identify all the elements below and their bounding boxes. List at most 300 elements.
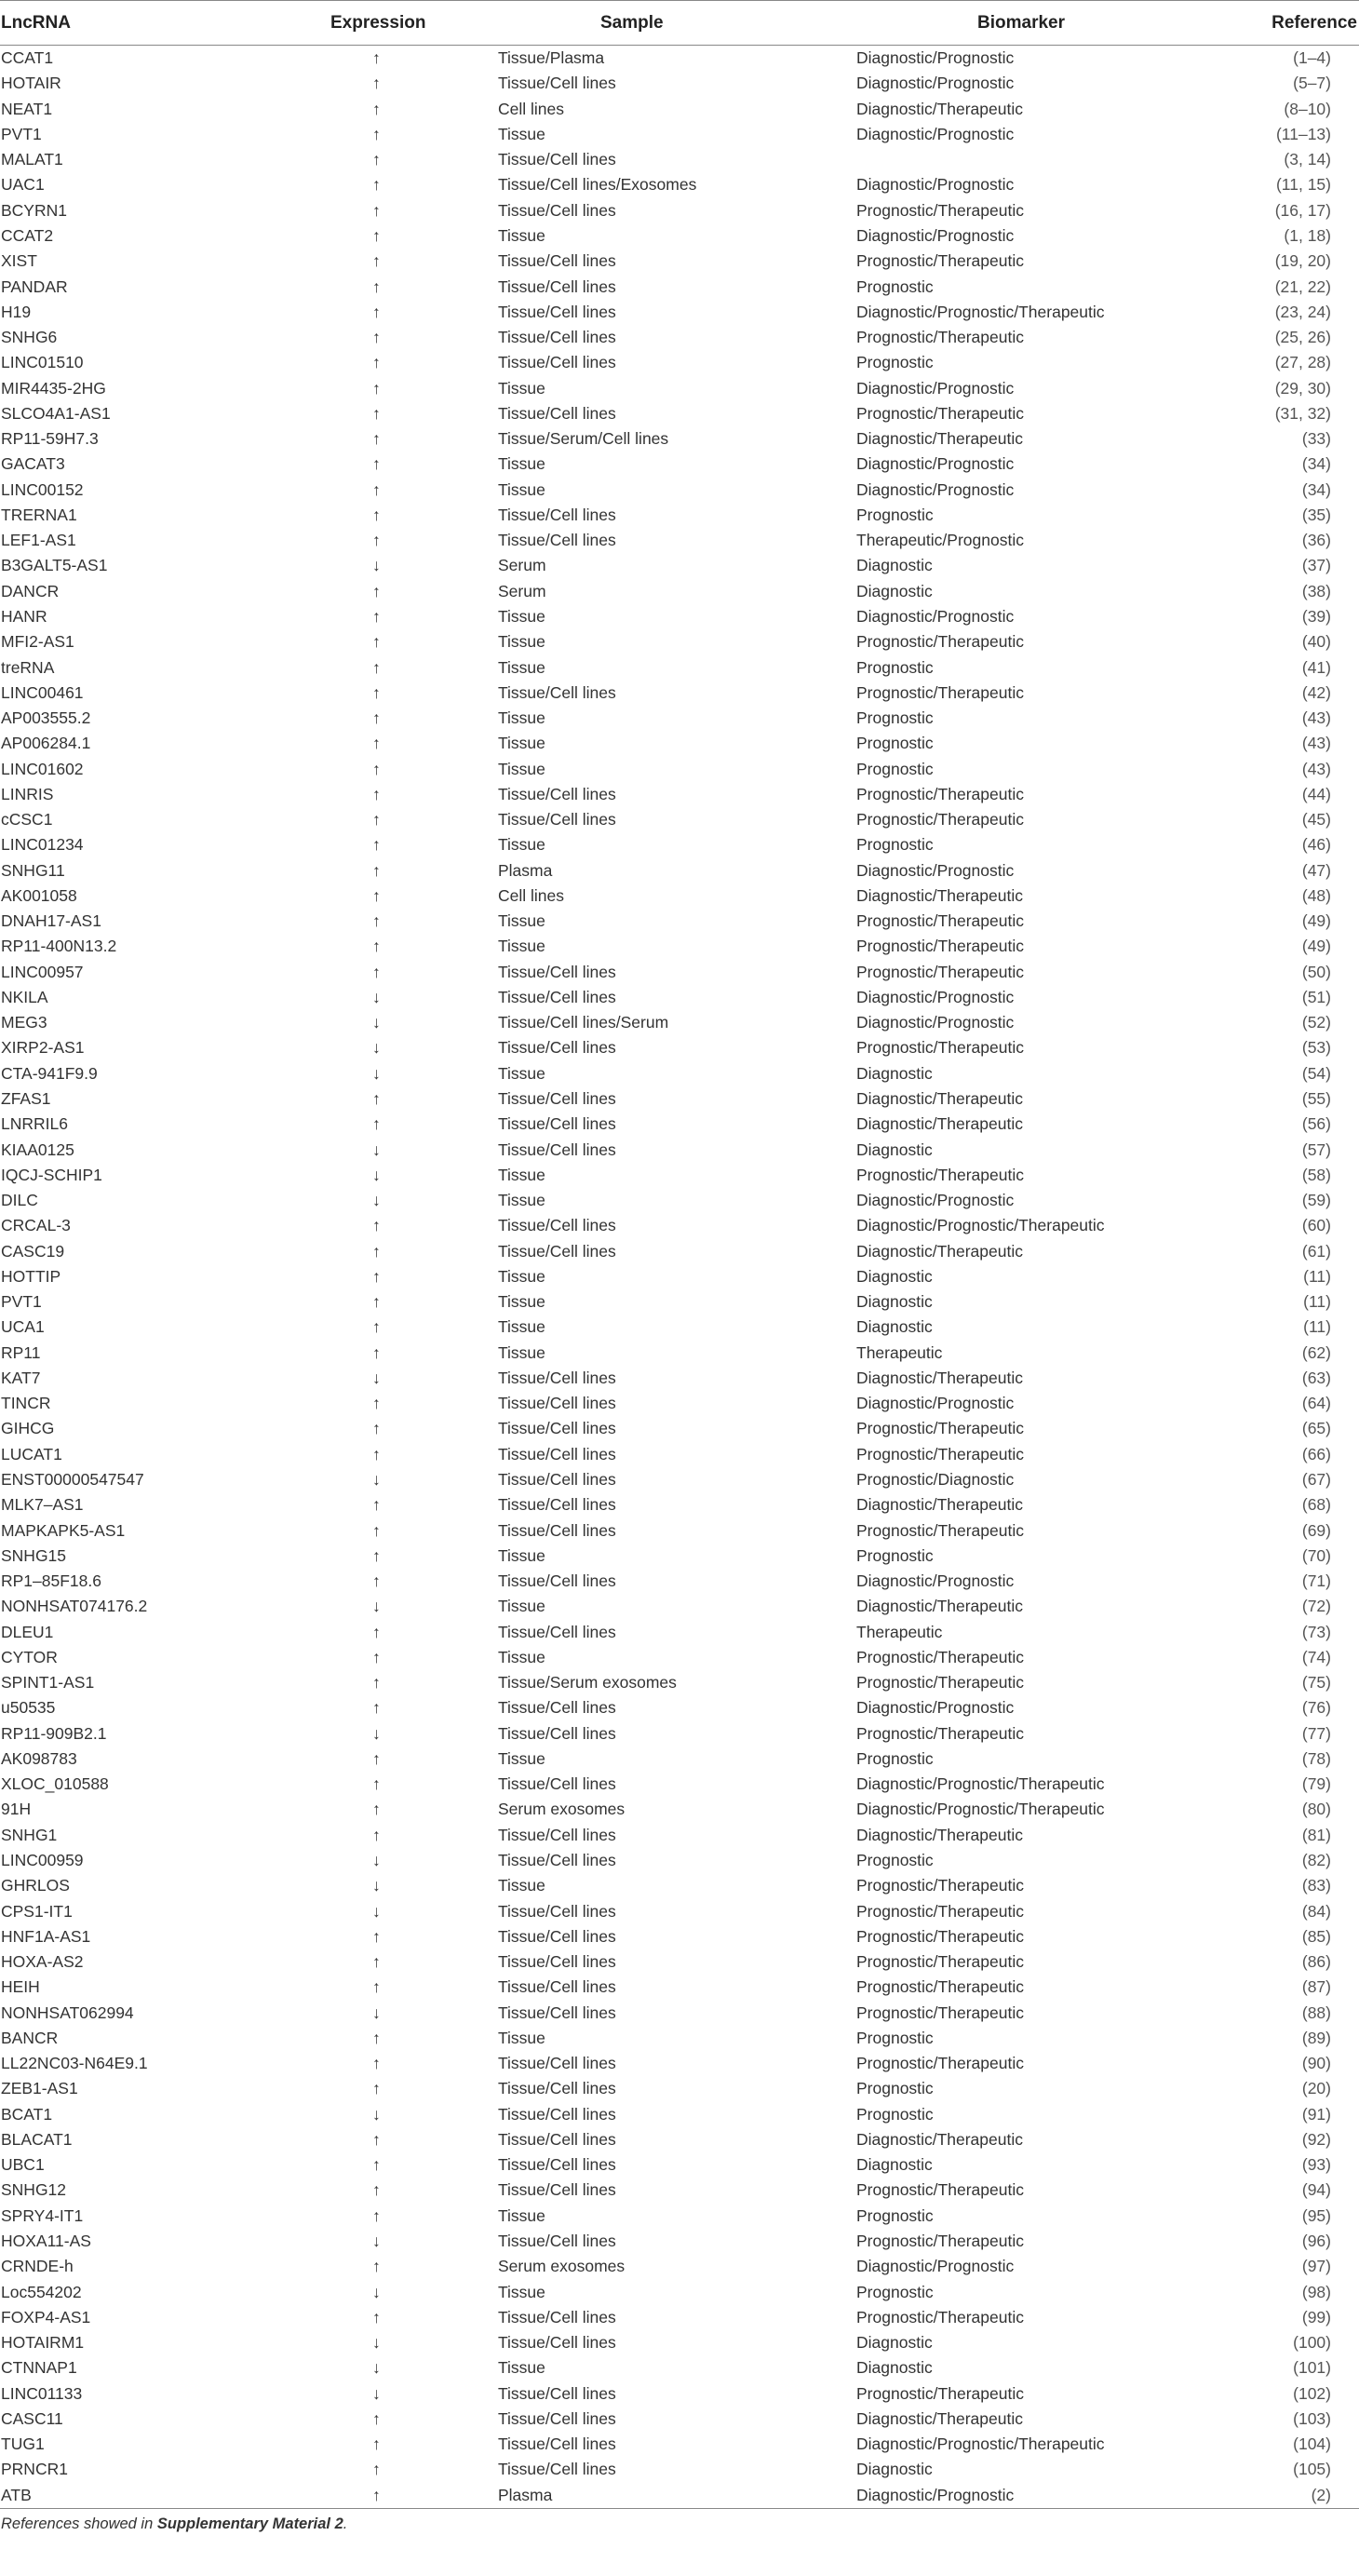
table-row bbox=[0, 1366, 1359, 1391]
cell-sample: Tissue/Cell lines bbox=[498, 1571, 616, 1591]
table-row bbox=[0, 2305, 1359, 2330]
cell-expression: ↑ bbox=[372, 1977, 381, 1997]
footnote-prefix: References showed in bbox=[1, 2515, 157, 2532]
cell-sample: Tissue bbox=[498, 911, 545, 931]
cell-reference: (47) bbox=[1301, 860, 1331, 880]
cell-biomarker: Diagnostic/Prognostic bbox=[856, 124, 1015, 143]
cell-lncrna: LL22NC03-N64E9.1 bbox=[1, 2054, 148, 2073]
cell-expression: ↑ bbox=[372, 429, 381, 449]
cell-reference: (39) bbox=[1301, 606, 1331, 626]
cell-biomarker: Prognostic/Therapeutic bbox=[856, 1647, 1024, 1666]
cell-expression: ↑ bbox=[372, 606, 381, 626]
cell-expression: ↑ bbox=[372, 1673, 381, 1693]
table-row bbox=[0, 604, 1359, 629]
cell-lncrna: ZFAS1 bbox=[1, 1089, 51, 1109]
table-row bbox=[0, 2127, 1359, 2152]
table-row bbox=[0, 1619, 1359, 1644]
table-header bbox=[0, 1, 1359, 46]
cell-biomarker: Prognostic/Therapeutic bbox=[856, 1165, 1024, 1184]
cell-sample: Tissue/Cell lines bbox=[498, 1774, 616, 1794]
cell-expression: ↑ bbox=[372, 682, 381, 702]
cell-biomarker: Prognostic/Therapeutic bbox=[856, 1977, 1024, 1997]
cell-sample: Tissue bbox=[498, 225, 545, 245]
cell-sample: Tissue/Cell lines bbox=[498, 784, 616, 803]
cell-reference: (35) bbox=[1301, 505, 1331, 524]
cell-biomarker: Prognostic bbox=[856, 734, 934, 753]
cell-expression: ↑ bbox=[372, 1317, 381, 1337]
cell-lncrna: GACAT3 bbox=[1, 454, 65, 474]
cell-lncrna: CRNDE-h bbox=[1, 2257, 74, 2276]
cell-reference: (34) bbox=[1301, 454, 1331, 474]
cell-lncrna: DLEU1 bbox=[1, 1622, 54, 1641]
cell-biomarker: Prognostic bbox=[856, 708, 934, 728]
cell-lncrna: FOXP4-AS1 bbox=[1, 2307, 91, 2326]
cell-biomarker: Diagnostic/Prognostic bbox=[856, 860, 1015, 880]
table-row bbox=[0, 1949, 1359, 1975]
cell-lncrna: TRERNA1 bbox=[1, 505, 77, 524]
cell-reference: (50) bbox=[1301, 962, 1331, 981]
table-body bbox=[0, 46, 1359, 2509]
cell-reference: (90) bbox=[1301, 2054, 1331, 2073]
cell-biomarker: Diagnostic/Prognostic/Therapeutic bbox=[856, 2434, 1105, 2454]
table-row bbox=[0, 1823, 1359, 1848]
cell-expression: ↓ bbox=[372, 1876, 381, 1895]
table-row bbox=[0, 1163, 1359, 1188]
table-row bbox=[0, 2076, 1359, 2101]
cell-reference: (80) bbox=[1301, 1800, 1331, 1819]
cell-biomarker: Diagnostic bbox=[856, 1140, 933, 1159]
table-row bbox=[0, 2051, 1359, 2076]
cell-biomarker: Prognostic bbox=[856, 1748, 934, 1768]
cell-biomarker: Therapeutic bbox=[856, 1622, 943, 1641]
cell-expression: ↑ bbox=[372, 1545, 381, 1565]
table-row bbox=[0, 1645, 1359, 1670]
table-row bbox=[0, 172, 1359, 197]
cell-biomarker: Prognostic/Therapeutic bbox=[856, 1952, 1024, 1972]
cell-sample: Tissue/Cell lines bbox=[498, 2408, 616, 2428]
cell-lncrna: PVT1 bbox=[1, 124, 42, 143]
table-row bbox=[0, 147, 1359, 172]
cell-biomarker: Prognostic/Therapeutic bbox=[856, 2383, 1024, 2403]
cell-lncrna: GHRLOS bbox=[1, 1876, 70, 1895]
cell-expression: ↑ bbox=[372, 734, 381, 753]
cell-sample: Tissue/Cell lines bbox=[498, 353, 616, 372]
cell-expression: ↑ bbox=[372, 835, 381, 855]
cell-reference: (83) bbox=[1301, 1876, 1331, 1895]
cell-sample: Tissue bbox=[498, 1292, 545, 1312]
cell-reference: (98) bbox=[1301, 2282, 1331, 2301]
cell-biomarker: Diagnostic/Therapeutic bbox=[856, 1495, 1023, 1515]
cell-lncrna: HANR bbox=[1, 606, 47, 626]
cell-expression: ↑ bbox=[372, 200, 381, 220]
cell-sample: Tissue/Cell lines bbox=[498, 1114, 616, 1134]
cell-reference: (58) bbox=[1301, 1165, 1331, 1184]
cell-reference: (2) bbox=[1215, 2483, 1359, 2509]
table-row bbox=[0, 325, 1359, 350]
cell-sample: Tissue bbox=[498, 124, 545, 143]
cell-biomarker: Prognostic bbox=[856, 353, 934, 372]
cell-expression: ↓ bbox=[372, 1191, 381, 1210]
cell-expression: ↓ bbox=[372, 1368, 381, 1387]
cell-biomarker: Prognostic/Therapeutic bbox=[856, 682, 1024, 702]
cell-reference: (54) bbox=[1301, 1063, 1331, 1083]
table-row bbox=[0, 46, 1359, 72]
cell-sample: Serum exosomes bbox=[498, 1800, 626, 1819]
cell-lncrna: UBC1 bbox=[1, 2155, 45, 2175]
table-row bbox=[0, 756, 1359, 781]
cell-biomarker: Prognostic/Therapeutic bbox=[856, 2054, 1024, 2073]
cell-expression: ↑ bbox=[372, 403, 381, 423]
cell-sample: Tissue bbox=[498, 1748, 545, 1768]
cell-biomarker: Prognostic bbox=[856, 276, 934, 296]
table-row bbox=[0, 1264, 1359, 1289]
cell-lncrna: RP1–85F18.6 bbox=[1, 1571, 101, 1591]
cell-lncrna: LEF1-AS1 bbox=[1, 531, 76, 550]
cell-lncrna: u50535 bbox=[1, 1698, 56, 1718]
cell-sample: Tissue/Cell lines bbox=[498, 1622, 616, 1641]
cell-biomarker: Prognostic/Therapeutic bbox=[856, 911, 1024, 931]
cell-expression: ↑ bbox=[372, 657, 381, 677]
cell-expression: ↑ bbox=[372, 1698, 381, 1718]
cell-biomarker: Prognostic/Therapeutic bbox=[856, 962, 1024, 981]
cell-sample: Tissue bbox=[498, 1876, 545, 1895]
cell-expression: ↑ bbox=[372, 2028, 381, 2047]
cell-biomarker: Diagnostic/Prognostic/Therapeutic bbox=[856, 1774, 1105, 1794]
cell-lncrna: GIHCG bbox=[1, 1419, 55, 1438]
cell-lncrna: HOXA-AS2 bbox=[1, 1952, 84, 1972]
cell-biomarker: Prognostic/Therapeutic bbox=[856, 2180, 1024, 2200]
cell-lncrna: SNHG12 bbox=[1, 2180, 67, 2200]
cell-lncrna: H19 bbox=[1, 302, 32, 321]
cell-reference: (87) bbox=[1301, 1977, 1331, 1997]
cell-sample: Tissue/Cell lines bbox=[498, 2434, 616, 2454]
cell-lncrna: SNHG1 bbox=[1, 1825, 58, 1844]
table-row bbox=[0, 1238, 1359, 1263]
cell-biomarker: Therapeutic bbox=[856, 1342, 943, 1362]
cell-expression: ↑ bbox=[372, 2054, 381, 2073]
cell-lncrna: RP11-59H7.3 bbox=[1, 429, 99, 449]
cell-sample: Tissue/Cell lines bbox=[498, 403, 616, 423]
cell-biomarker: Prognostic/Diagnostic bbox=[856, 1470, 1015, 1489]
cell-biomarker: Diagnostic/Prognostic bbox=[856, 479, 1015, 499]
cell-expression: ↓ bbox=[372, 2231, 381, 2250]
cell-sample: Tissue/Cell lines bbox=[498, 2155, 616, 2175]
cell-lncrna: ATB bbox=[0, 2483, 284, 2509]
cell-lncrna: CCAT1 bbox=[1, 48, 54, 68]
table-row bbox=[0, 2407, 1359, 2432]
cell-reference: (64) bbox=[1301, 1394, 1331, 1413]
cell-biomarker: Diagnostic/Prognostic/Therapeutic bbox=[856, 1800, 1105, 1819]
cell-biomarker: Diagnostic bbox=[856, 2460, 933, 2479]
cell-lncrna: MAPKAPK5-AS1 bbox=[1, 1520, 126, 1540]
cell-expression: ↑ bbox=[372, 328, 381, 347]
cell-lncrna: LINC01234 bbox=[1, 835, 84, 855]
cell-sample: Cell lines bbox=[498, 99, 564, 118]
cell-lncrna: ENST00000547547 bbox=[1, 1470, 144, 1489]
cell-sample: Tissue bbox=[498, 454, 545, 474]
cell-biomarker: Prognostic/Therapeutic bbox=[856, 937, 1024, 956]
cell-sample: Tissue bbox=[498, 2358, 545, 2378]
cell-expression: ↑ bbox=[372, 2307, 381, 2326]
table-row bbox=[0, 2254, 1359, 2279]
cell-sample: Tissue/Cell lines bbox=[498, 1419, 616, 1438]
cell-reference: (93) bbox=[1301, 2155, 1331, 2175]
cell-lncrna: DANCR bbox=[1, 581, 60, 600]
cell-expression: ↑ bbox=[372, 2129, 381, 2149]
cell-expression: ↑ bbox=[372, 885, 381, 905]
table-row bbox=[0, 1517, 1359, 1543]
cell-expression: ↑ bbox=[372, 1342, 381, 1362]
cell-reference: (37) bbox=[1301, 556, 1331, 575]
cell-reference: (71) bbox=[1301, 1571, 1331, 1591]
table-row bbox=[0, 1569, 1359, 1594]
table-row bbox=[0, 1035, 1359, 1060]
cell-expression: ↑ bbox=[372, 784, 381, 803]
cell-sample: Tissue/Cell lines bbox=[498, 2104, 616, 2124]
cell-sample: Tissue/Cell lines bbox=[498, 251, 616, 271]
cell-sample: Tissue/Cell lines bbox=[498, 2383, 616, 2403]
cell-expression: ↑ bbox=[372, 124, 381, 143]
cell-expression: ↓ bbox=[372, 2333, 381, 2353]
cell-sample: Cell lines bbox=[498, 885, 564, 905]
cell-expression: ↓ bbox=[372, 1723, 381, 1743]
cell-lncrna: BANCR bbox=[1, 2028, 59, 2047]
table-row bbox=[0, 2102, 1359, 2127]
table-row bbox=[0, 782, 1359, 807]
cell-expression: ↓ bbox=[372, 1013, 381, 1032]
cell-sample: Tissue bbox=[498, 937, 545, 956]
table-row bbox=[0, 681, 1359, 706]
cell-reference: (88) bbox=[1301, 2003, 1331, 2022]
cell-expression: ↑ bbox=[372, 759, 381, 778]
cell-biomarker: Diagnostic bbox=[856, 556, 933, 575]
cell-reference: (11) bbox=[1303, 1292, 1331, 1312]
cell-reference: (89) bbox=[1301, 2028, 1331, 2047]
cell-sample: Tissue/Cell lines bbox=[498, 1470, 616, 1489]
cell-reference: (3, 14) bbox=[1284, 150, 1331, 169]
cell-reference: (43) bbox=[1301, 759, 1331, 778]
cell-sample: Tissue bbox=[498, 708, 545, 728]
cell-expression: ↑ bbox=[372, 2079, 381, 2098]
header-biomarker: Biomarker bbox=[856, 1, 1215, 46]
cell-sample: Tissue/Cell lines bbox=[498, 1825, 616, 1844]
cell-sample: Tissue/Cell lines bbox=[498, 1089, 616, 1109]
cell-reference: (1–4) bbox=[1293, 48, 1331, 68]
cell-biomarker: Diagnostic/Prognostic bbox=[856, 1394, 1015, 1413]
cell-biomarker: Diagnostic/Prognostic bbox=[856, 225, 1015, 245]
cell-sample: Tissue/Cell lines bbox=[498, 987, 616, 1006]
cell-biomarker: Prognostic bbox=[856, 657, 934, 677]
cell-expression: ↓ bbox=[372, 1165, 381, 1184]
table-row bbox=[0, 223, 1359, 249]
cell-expression: ↓ bbox=[372, 2003, 381, 2022]
cell-biomarker: Prognostic bbox=[856, 505, 934, 524]
table-row bbox=[0, 1188, 1359, 1213]
table-row bbox=[0, 1848, 1359, 1873]
cell-biomarker: Prognostic/Therapeutic bbox=[856, 784, 1024, 803]
cell-reference: (99) bbox=[1301, 2307, 1331, 2326]
table-row bbox=[0, 731, 1359, 756]
cell-lncrna: NONHSAT062994 bbox=[1, 2003, 134, 2022]
cell-lncrna: HOXA11-AS bbox=[1, 2231, 91, 2250]
cell-biomarker: Prognostic bbox=[856, 2282, 934, 2301]
table-row bbox=[0, 1873, 1359, 1898]
cell-sample: Tissue/Cell lines bbox=[498, 505, 616, 524]
cell-biomarker: Diagnostic bbox=[856, 1317, 933, 1337]
cell-lncrna: PRNCR1 bbox=[1, 2460, 68, 2479]
cell-reference: (69) bbox=[1301, 1520, 1331, 1540]
cell-biomarker bbox=[856, 147, 1215, 172]
cell-sample: Tissue/Cell lines bbox=[498, 531, 616, 550]
cell-sample: Tissue/Cell lines bbox=[498, 1926, 616, 1946]
cell-lncrna: BCAT1 bbox=[1, 2104, 53, 2124]
cell-lncrna: BLACAT1 bbox=[1, 2129, 73, 2149]
cell-sample: Tissue bbox=[498, 734, 545, 753]
cell-expression: ↑ bbox=[372, 251, 381, 271]
table-row bbox=[0, 2432, 1359, 2457]
cell-lncrna: SPRY4-IT1 bbox=[1, 2205, 84, 2225]
cell-sample: Tissue/Cell lines bbox=[498, 1241, 616, 1261]
table-row bbox=[0, 1898, 1359, 1923]
cell-biomarker: Prognostic/Therapeutic bbox=[856, 1723, 1024, 1743]
cell-lncrna: IQCJ-SCHIP1 bbox=[1, 1165, 102, 1184]
cell-sample: Tissue/Cell lines bbox=[498, 2307, 616, 2326]
cell-lncrna: NKILA bbox=[1, 987, 48, 1006]
cell-lncrna: LINC00957 bbox=[1, 962, 84, 981]
cell-sample: Tissue bbox=[498, 2282, 545, 2301]
cell-sample: Tissue/Cell lines bbox=[498, 2129, 616, 2149]
table-row bbox=[0, 1137, 1359, 1162]
cell-expression: ↓ bbox=[372, 1901, 381, 1921]
table-row bbox=[0, 528, 1359, 553]
cell-lncrna: XLOC_010588 bbox=[1, 1774, 109, 1794]
cell-reference: (48) bbox=[1301, 885, 1331, 905]
cell-biomarker: Prognostic bbox=[856, 2104, 934, 2124]
cell-biomarker: Diagnostic/Prognostic bbox=[856, 378, 1015, 398]
cell-lncrna: treRNA bbox=[1, 657, 55, 677]
cell-reference: (65) bbox=[1301, 1419, 1331, 1438]
cell-sample: Tissue/Cell lines bbox=[498, 1216, 616, 1235]
cell-sample: Tissue bbox=[498, 1597, 545, 1616]
cell-expression: ↑ bbox=[372, 937, 381, 956]
cell-lncrna: RP11 bbox=[1, 1342, 41, 1362]
cell-biomarker: Prognostic/Therapeutic bbox=[856, 632, 1024, 652]
cell-expression: ↓ bbox=[372, 1063, 381, 1083]
cell-biomarker: Prognostic/Therapeutic bbox=[856, 1926, 1024, 1946]
cell-lncrna: HOTAIRM1 bbox=[1, 2333, 85, 2353]
cell-expression: ↑ bbox=[372, 225, 381, 245]
cell-reference: (45) bbox=[1301, 810, 1331, 829]
cell-reference: (33) bbox=[1301, 429, 1331, 449]
table-row bbox=[0, 579, 1359, 604]
table-row bbox=[0, 1721, 1359, 1747]
cell-reference: (101) bbox=[1293, 2358, 1331, 2378]
cell-lncrna: LUCAT1 bbox=[1, 1444, 62, 1463]
cell-sample: Tissue bbox=[498, 1317, 545, 1337]
cell-reference: (96) bbox=[1301, 2231, 1331, 2250]
cell-biomarker: Diagnostic/Therapeutic bbox=[856, 1368, 1023, 1387]
cell-expression: ↑ bbox=[372, 1647, 381, 1666]
cell-lncrna: CTA-941F9.9 bbox=[1, 1063, 98, 1083]
cell-sample: Tissue/Cell lines bbox=[498, 1698, 616, 1718]
table-row bbox=[0, 375, 1359, 400]
cell-biomarker: Prognostic bbox=[856, 2028, 934, 2047]
cell-sample: Tissue/Cell lines bbox=[498, 1495, 616, 1515]
cell-sample: Tissue bbox=[498, 1063, 545, 1083]
table-row bbox=[0, 2000, 1359, 2025]
cell-reference: (46) bbox=[1301, 835, 1331, 855]
cell-biomarker: Prognostic bbox=[856, 2079, 934, 2098]
cell-reference: (95) bbox=[1301, 2205, 1331, 2225]
cell-expression: ↑ bbox=[372, 1926, 381, 1946]
cell-sample: Tissue/Cell lines bbox=[498, 200, 616, 220]
cell-expression: ↑ bbox=[372, 581, 381, 600]
cell-biomarker: Prognostic bbox=[856, 1850, 934, 1869]
cell-expression: ↓ bbox=[372, 2358, 381, 2378]
table-row bbox=[0, 2279, 1359, 2304]
cell-sample: Tissue bbox=[498, 378, 545, 398]
cell-expression: ↑ bbox=[372, 2460, 381, 2479]
cell-lncrna: TINCR bbox=[1, 1394, 51, 1413]
cell-biomarker: Prognostic/Therapeutic bbox=[856, 810, 1024, 829]
cell-expression: ↑ bbox=[372, 99, 381, 118]
table-row bbox=[0, 654, 1359, 680]
cell-lncrna: MLK7–AS1 bbox=[1, 1495, 84, 1515]
cell-sample: Tissue/Cell lines bbox=[498, 2003, 616, 2022]
cell-expression: ↑ bbox=[372, 531, 381, 550]
cell-sample: Tissue bbox=[498, 2028, 545, 2047]
cell-biomarker: Diagnostic/Therapeutic bbox=[856, 2408, 1023, 2428]
cell-expression: ↑ bbox=[372, 1419, 381, 1438]
cell-sample: Tissue/Cell lines bbox=[498, 810, 616, 829]
cell-sample: Tissue/Cell lines/Exosomes bbox=[498, 175, 697, 195]
cell-lncrna: AK098783 bbox=[1, 1748, 77, 1768]
cell-expression: ↑ bbox=[372, 962, 381, 981]
table-row bbox=[0, 1797, 1359, 1822]
cell-expression: ↑ bbox=[372, 1748, 381, 1768]
cell-lncrna: MFI2-AS1 bbox=[1, 632, 74, 652]
cell-lncrna: cCSC1 bbox=[1, 810, 53, 829]
cell-biomarker: Diagnostic/Therapeutic bbox=[856, 99, 1023, 118]
cell-sample: Tissue bbox=[498, 835, 545, 855]
cell-reference: (21, 22) bbox=[1274, 276, 1331, 296]
cell-sample: Tissue/Cell lines bbox=[498, 302, 616, 321]
table-row bbox=[0, 2355, 1359, 2380]
cell-lncrna: LINC01510 bbox=[1, 353, 84, 372]
cell-biomarker: Diagnostic/Prognostic/Therapeutic bbox=[856, 1216, 1105, 1235]
cell-lncrna: LINC01133 bbox=[1, 2383, 83, 2403]
cell-expression: ↑ bbox=[372, 2408, 381, 2428]
cell-expression: ↑ bbox=[372, 632, 381, 652]
cell-reference: (79) bbox=[1301, 1774, 1331, 1794]
cell-sample: Tissue/Cell lines bbox=[498, 1368, 616, 1387]
cell-lncrna: CCAT2 bbox=[1, 225, 54, 245]
cell-sample: Tissue/Cell lines bbox=[498, 682, 616, 702]
cell-reference: (68) bbox=[1301, 1495, 1331, 1515]
table-row bbox=[0, 706, 1359, 731]
cell-biomarker: Prognostic/Therapeutic bbox=[856, 1901, 1024, 1921]
cell-sample: Tissue/Cell lines bbox=[498, 150, 616, 169]
cell-lncrna: NEAT1 bbox=[1, 99, 53, 118]
cell-reference: (52) bbox=[1301, 1013, 1331, 1032]
cell-reference: (20) bbox=[1301, 2079, 1331, 2098]
header-row bbox=[0, 1, 1359, 46]
cell-lncrna: LINC00152 bbox=[1, 479, 84, 499]
cell-biomarker: Prognostic/Therapeutic bbox=[856, 328, 1024, 347]
cell-lncrna: MEG3 bbox=[1, 1013, 47, 1032]
cell-expression: ↑ bbox=[284, 2483, 498, 2509]
cell-sample: Plasma bbox=[498, 860, 553, 880]
